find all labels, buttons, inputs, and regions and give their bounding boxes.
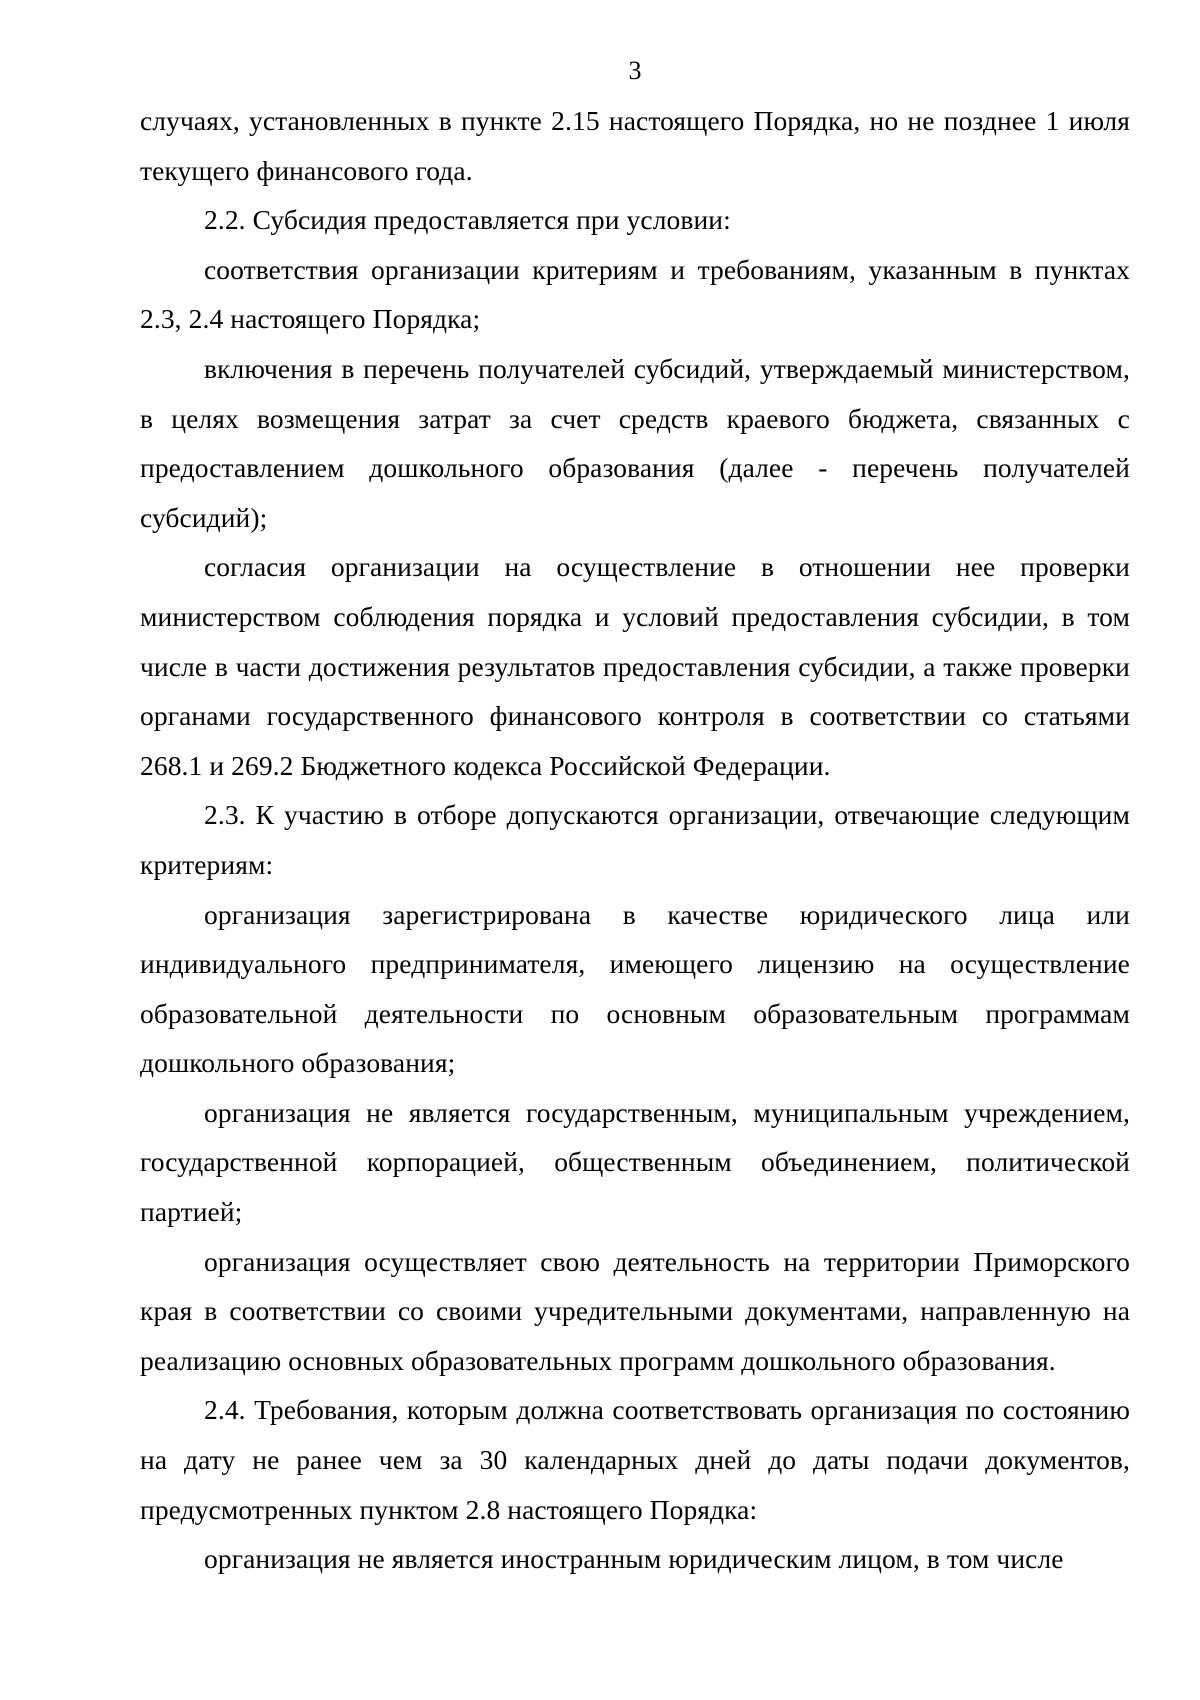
paragraph-criterion-registration: организация зарегистрирована в качестве юридического лица или индивидуального предпринимателя, имеющего лицензию на осуществление образовательной деятельности по основным образовательным программам дошкольного образования; <box>140 898 1130 1079</box>
paragraph-criterion-territory: организация осуществляет свою деятельность на территории Приморского края в соответствии со своими учредительными документами, направленную на реализацию основных образовательных программ дошкольного образования. <box>140 1245 1130 1376</box>
paragraph-continuation: случаях, установленных в пункте 2.15 настоящего Порядка, но не позднее 1 июля текущего финансового года. <box>140 105 1130 186</box>
paragraph-criterion-status: организация не является государственным, муниципальным учреждением, государственной корпорацией, общественным объединением, политической партией; <box>140 1096 1130 1228</box>
page-number: 3 <box>628 56 642 85</box>
paragraph-condition-criteria: соответствия организации критериям и требованиям, указанным в пунктах 2.3, 2.4 настоящего Порядка; <box>140 253 1130 335</box>
document-body <box>140 96 1130 1584</box>
paragraph-2-2: 2.2. Субсидия предоставляется при условии: <box>204 204 731 236</box>
paragraph-requirement-foreign: организация не является иностранным юридическим лицом, в том числе <box>204 1543 1064 1575</box>
paragraph-condition-list: включения в перечень получателей субсидий, утверждаемый министерством, в целях возмещения затрат за счет средств краевого бюджета, связанных с предоставлением дошкольного образования (далее - перечень получателей субсидий); <box>140 352 1130 533</box>
paragraph-2-3: 2.3. К участию в отборе допускаются организации, отвечающие следующим критериям: <box>140 799 1130 880</box>
paragraph-2-4: 2.4. Требования, которым должна соответствовать организация по состоянию на дату не ранее чем за 30 календарных дней до даты подачи документов, предусмотренных пунктом 2.8 настоящего Порядка: <box>140 1394 1130 1525</box>
paragraph-condition-consent: согласия организации на осуществление в отношении нее проверки министерством соблюдения порядка и условий предоставления субсидии, в том числе в части достижения результатов предоставления субсидии, а также проверки органами государственного финансового контроля в соответствии со статьями 268.1 и 269.2 Бюджетного кодекса Российской Федерации. <box>140 551 1130 781</box>
